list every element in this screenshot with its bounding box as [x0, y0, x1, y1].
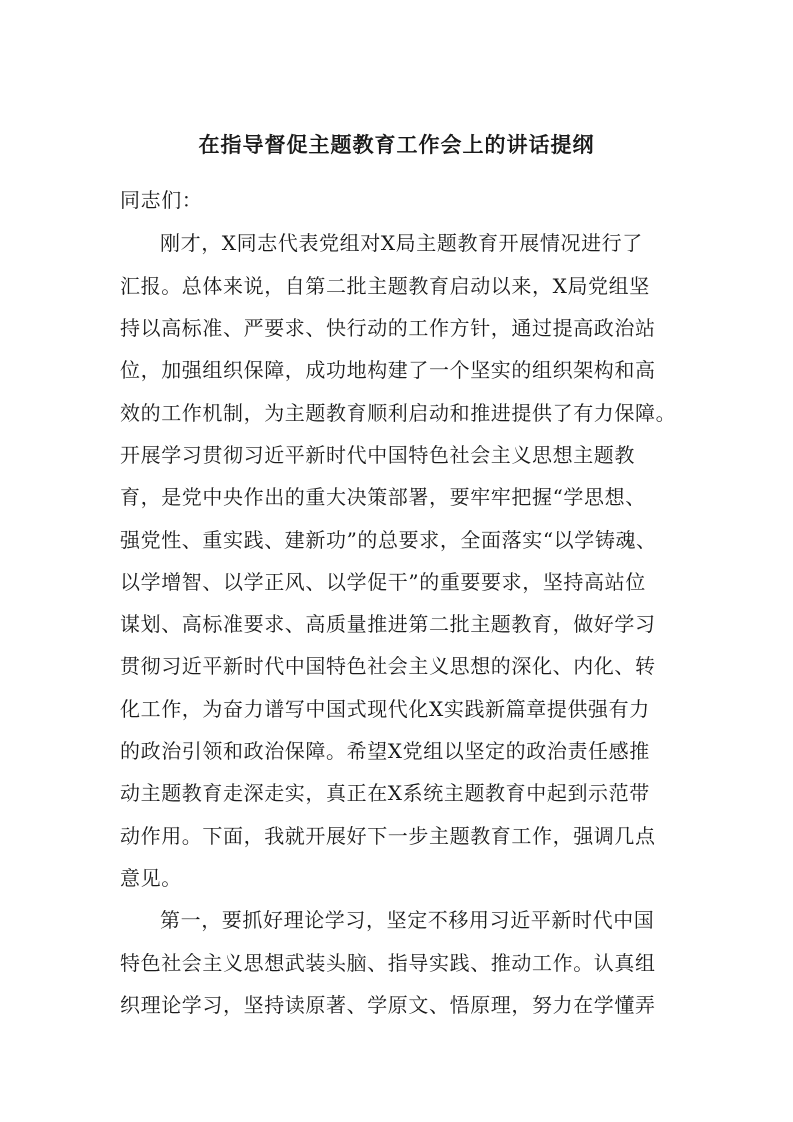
paragraph-line: 刚才，X同志代表党组对X局主题教育开展情况进行了	[160, 231, 643, 255]
paragraph-line: 位，加强组织保障，成功地构建了一个坚实的组织架构和高	[120, 358, 656, 382]
paragraph-line: 强党性、重实践、建新功”的总要求，全面落实“以学铸魂、	[120, 528, 657, 552]
paragraph-line: 特色社会主义思想武装头脑、指导实践、推动工作。认真组	[120, 951, 656, 975]
paragraph-line: 织理论学习，坚持读原著、学原文、悟原理，努力在学懂弄	[120, 993, 656, 1017]
paragraph-line: 以学增智、以学正风、以学促干”的重要要求，坚持高站位	[120, 570, 646, 594]
paragraph-line: 持以高标准、严要求、快行动的工作方针，通过提高政治站	[120, 316, 656, 340]
paragraph-line: 意见。	[120, 866, 182, 890]
paragraph-line: 化工作，为奋力谱写中国式现代化X实践新篇章提供强有力	[120, 697, 650, 721]
paragraph-line: 动作用。下面，我就开展好下一步主题教育工作，强调几点	[120, 824, 656, 848]
paragraph-line: 第一，要抓好理论学习，坚定不移用习近平新时代中国	[160, 908, 655, 932]
salutation: 同志们：	[120, 188, 203, 212]
paragraph-line: 育，是党中央作出的重大决策部署，要牢牢把握“学思想、	[120, 485, 646, 509]
paragraph-line: 开展学习贯彻习近平新时代中国特色社会主义思想主题教	[120, 443, 635, 467]
paragraph-line: 的政治引领和政治保障。希望X党组以坚定的政治责任感推	[120, 739, 650, 763]
paragraph-line: 效的工作机制，为主题教育顺利启动和推进提供了有力保障。	[120, 401, 677, 425]
paragraph-line: 汇报。总体来说，自第二批主题教育启动以来，X局党组坚	[120, 274, 650, 298]
paragraph-line: 谋划、高标准要求、高质量推进第二批主题教育，做好学习	[120, 612, 656, 636]
paragraph-line: 贯彻习近平新时代中国特色社会主义思想的深化、内化、转	[120, 654, 656, 678]
paragraph-line: 动主题教育走深走实，真正在X系统主题教育中起到示范带	[120, 781, 650, 805]
document-title: 在指导督促主题教育工作会上的讲话提纲	[198, 132, 595, 157]
